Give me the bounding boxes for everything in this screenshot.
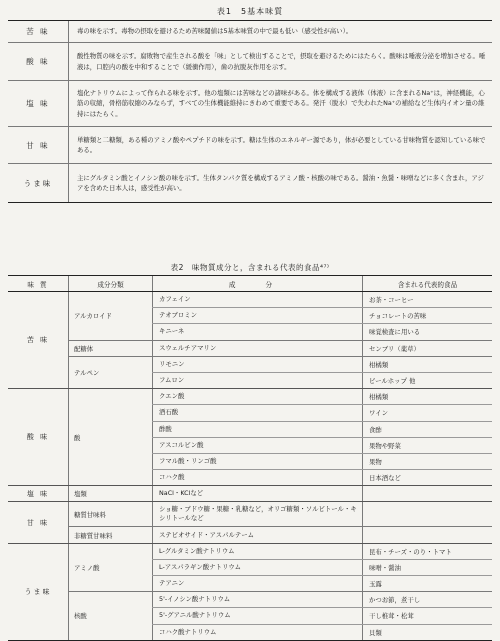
table2-title: 表2 味物質成分と，含まれる代表的食品⁴⁷⁾ — [170, 263, 330, 272]
taste-description: 塩化ナトリウムによって作られる味を示す。他の塩類には苦味などの諸味がある。体を構成する液体（体液）に含まれるNa⁺は，神経機能，心筋の収縮，骨格筋収縮のみならず，すべての生体機能維持にきわめて重要である。発汗（脱水）で失われたNa⁺の補給など生体内イオン量の維持にはたらく。 — [68, 81, 492, 126]
component-row — [152, 341, 492, 356]
component-row — [152, 372, 492, 388]
basic-tastes-table — [8, 20, 492, 203]
component-name: アスコルビン酸 — [152, 438, 362, 453]
representative-food: センブリ（薬草） — [362, 341, 492, 356]
component-row — [152, 607, 492, 623]
taste-group — [8, 502, 492, 543]
component-class: 糖質甘味料 — [68, 502, 152, 526]
component-class-block — [68, 486, 492, 501]
component-row — [152, 486, 492, 501]
taste-name: 酸 味 — [26, 57, 50, 66]
component-row — [152, 389, 492, 404]
component-class-block — [68, 292, 492, 340]
component-name: ショ糖・ブドウ糖・果糖・乳糖など，オリゴ糖類・ソルビトール・キシリトールなど — [152, 502, 362, 526]
component-name: コハク酸ナトリウム — [152, 625, 362, 640]
component-row — [152, 592, 492, 607]
component-row — [152, 502, 492, 526]
taste-row — [8, 164, 492, 202]
representative-food — [362, 527, 492, 542]
header-class: 成分分類 — [68, 276, 152, 291]
component-row — [152, 469, 492, 485]
component-name: ステビオサイド・アスパルテーム — [152, 527, 362, 542]
taste-group — [8, 544, 492, 640]
component-name: スウェルチアマリン — [152, 341, 362, 356]
header-foods: 含まれる代表的食品 — [362, 276, 492, 291]
taste-name: 塩 味 — [26, 99, 50, 108]
component-name: L-グルタミン酸ナトリウム — [152, 544, 362, 559]
representative-food — [362, 486, 492, 501]
taste-description: 主にグルタミン酸とイノシン酸の味を示す。生体タンパク質を構成するアミノ酸・核酸の味である。醤油・魚醤・味噌などに多く含まれ，アジアを含めた日本人は，感受性が高い。 — [68, 164, 492, 202]
taste-group — [8, 389, 492, 486]
component-row — [152, 559, 492, 575]
representative-food: 柑橘類 — [362, 357, 492, 372]
component-row — [152, 357, 492, 372]
representative-food: 日本酒など — [362, 470, 492, 485]
taste-group — [8, 292, 492, 389]
component-name: フマル酸・リンゴ酸 — [152, 454, 362, 469]
group-taste: 酸 味 — [26, 433, 50, 442]
representative-food: 果物や野菜 — [362, 438, 492, 453]
header-taste: 味 質 — [27, 280, 49, 289]
component-class: アミノ酸 — [68, 544, 152, 592]
representative-food — [362, 502, 492, 526]
component-class: テルペン — [68, 357, 152, 388]
representative-food: 味噌・醤油 — [362, 560, 492, 575]
component-name: カフェイン — [152, 292, 362, 307]
header-component: 成 分 — [152, 276, 362, 291]
representative-food: 柑橘類 — [362, 389, 492, 404]
component-row — [152, 421, 492, 437]
taste-components-table — [8, 275, 492, 641]
component-name: 酒石酸 — [152, 405, 362, 420]
component-name: キニーネ — [152, 324, 362, 339]
component-class: 配糖体 — [68, 341, 152, 356]
component-name: テアニン — [152, 576, 362, 591]
taste-name: うま味 — [23, 178, 53, 188]
component-name: NaCl・KClなど — [152, 486, 362, 501]
representative-food: 玉露 — [362, 576, 492, 591]
component-name: コハク酸 — [152, 470, 362, 485]
taste-description: 酸性物質の味を示す。腐敗物で産生される酸を「味」として検出することで，摂取を避けるためにはたらく。酸味は唾液分泌を増加させる。唾液は，口腔内の酸を中和することで（緩衝作用），歯の抗脱灰作用を示す。 — [68, 43, 492, 80]
taste-group — [8, 486, 492, 502]
representative-food: 貝類 — [362, 625, 492, 640]
component-class-block — [68, 340, 492, 356]
component-class: 塩類 — [68, 486, 152, 501]
representative-food: ビールホップ 他 — [362, 373, 492, 388]
representative-food: 果物 — [362, 454, 492, 469]
group-taste: 甘 味 — [26, 518, 50, 527]
component-class-block — [68, 544, 492, 592]
component-class-block — [68, 389, 492, 485]
representative-food: お茶・コーヒー — [362, 292, 492, 307]
component-class: アルカロイド — [68, 292, 152, 340]
component-row — [152, 544, 492, 559]
taste-description: 単糖類と二糖類，ある種のアミノ酸やペプチドの味を示す。糖は生体のエネルギー源であり，体が必要としている甘味物質を認知している味である。 — [68, 127, 492, 163]
table1-title: 表1 5基本味質 — [216, 7, 284, 16]
representative-food: 昆布・チーズ・のり・トマト — [362, 544, 492, 559]
component-row — [152, 624, 492, 640]
component-class-block — [68, 356, 492, 388]
component-row — [152, 437, 492, 453]
group-taste: うま味 — [24, 587, 52, 596]
taste-name: 甘 味 — [26, 140, 50, 150]
component-row — [152, 575, 492, 591]
component-name: 酢酸 — [152, 422, 362, 437]
representative-food: ワイン — [362, 405, 492, 420]
component-row — [152, 404, 492, 420]
taste-row — [8, 81, 492, 127]
taste-row — [8, 43, 492, 81]
component-row — [152, 453, 492, 469]
component-name: テオブロミン — [152, 308, 362, 323]
component-class: 酸 — [68, 389, 152, 485]
component-row — [152, 307, 492, 323]
component-class-block — [68, 526, 492, 542]
group-taste: 苦 味 — [26, 336, 50, 345]
component-name: 5'-イノシン酸ナトリウム — [152, 592, 362, 607]
component-name: L-アスパラギン酸ナトリウム — [152, 560, 362, 575]
component-row — [152, 292, 492, 307]
table2-header-row — [8, 276, 492, 292]
representative-food: かつお節，煮干し — [362, 592, 492, 607]
taste-row — [8, 127, 492, 164]
component-class-block — [68, 591, 492, 640]
component-name: フムロン — [152, 373, 362, 388]
component-row — [152, 323, 492, 339]
component-name: 5'-グアニル酸ナトリウム — [152, 608, 362, 623]
component-class: 非糖質甘味料 — [68, 527, 152, 542]
component-row — [152, 527, 492, 542]
taste-name: 苦 味 — [26, 27, 50, 36]
representative-food: 味覚検査に用いる — [362, 324, 492, 339]
group-taste: 塩 味 — [26, 489, 50, 498]
component-name: リモニン — [152, 357, 362, 372]
component-class: 核酸 — [68, 592, 152, 640]
taste-description: 毒の味を示す。毒物の摂取を避けるため苦味閾値は5基本味質の中で最も低い（感受性が高い）。 — [68, 21, 492, 42]
representative-food: 干し椎茸・松茸 — [362, 608, 492, 623]
taste-row — [8, 21, 492, 43]
representative-food: 食酢 — [362, 422, 492, 437]
representative-food: チョコレートの苦味 — [362, 308, 492, 323]
component-class-block — [68, 502, 492, 526]
component-name: クエン酸 — [152, 389, 362, 404]
